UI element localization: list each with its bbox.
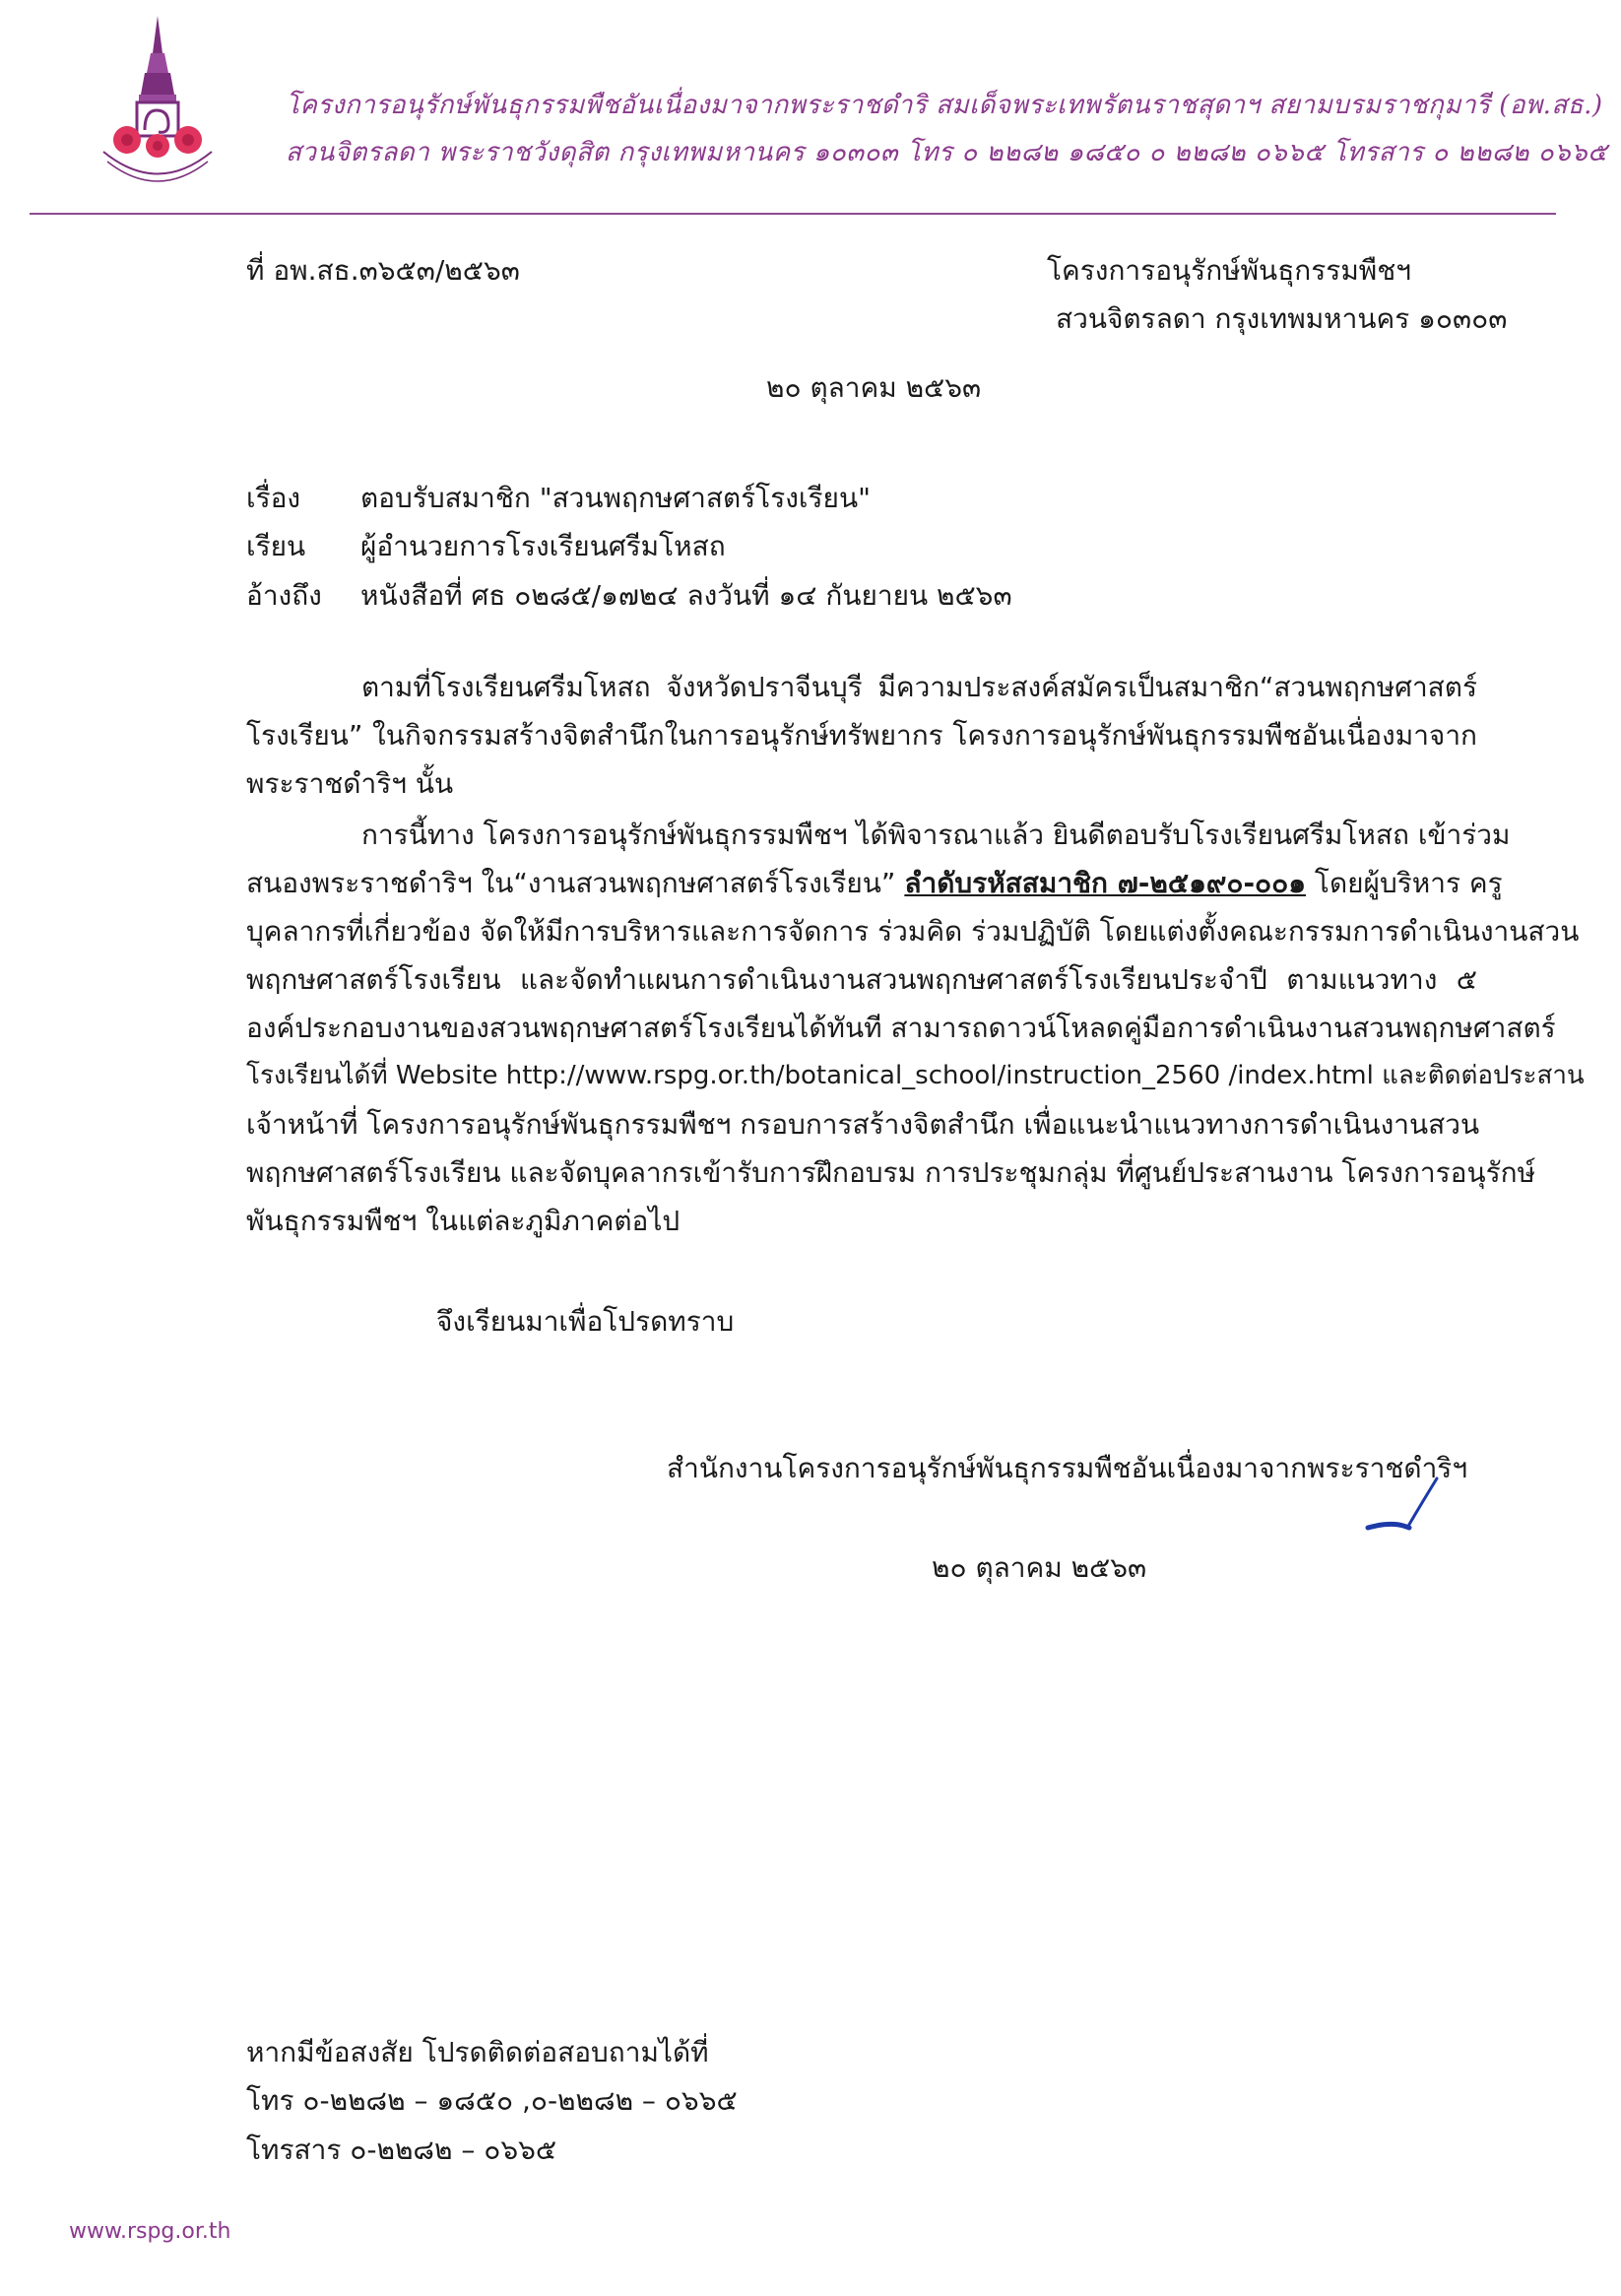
recipient-label: เรียน	[246, 530, 306, 562]
paragraph-line: พฤกษศาสตร์โรงเรียน และจัดบุคลากรเข้ารับการฝึกอบรม การประชุมกลุ่ม ที่ศูนย์ประสานงาน โครงการอนุรักษ์	[246, 1156, 1536, 1189]
paragraph-segment: สนองพระราชดำริฯ ใน“งานสวนพฤกษศาสตร์โรงเรียน”	[246, 867, 905, 899]
signature	[1364, 1471, 1443, 1540]
paragraph-line: เจ้าหน้าที่ โครงการอนุรักษ์พันธุกรรมพืชฯ กรอบการสร้างจิตสำนึก เพื่อแนะนำแนวทางการดำเนินงานสวน	[246, 1108, 1480, 1141]
paragraph-line: พฤกษศาสตร์โรงเรียน และจัดทำแผนการดำเนินงานสวนพฤกษศาสตร์โรงเรียนประจำปี ตามแนวทาง ๕	[246, 963, 1477, 996]
signatory-office: สำนักงานโครงการอนุรักษ์พันธุกรรมพืชอันเนื่องมาจากพระราชดำริฯ	[667, 1452, 1468, 1484]
paragraph-line: การนี้ทาง โครงการอนุรักษ์พันธุกรรมพืชฯ ได้พิจารณาแล้ว ยินดีตอบรับโรงเรียนศรีมโหสถ เข้าร่วม	[361, 819, 1511, 851]
letterhead-divider	[30, 213, 1556, 215]
paragraph-line-website: โรงเรียนได้ที่ Website http://www.rspg.or.th/botanical_school/instruction_2560 /index.html และติดต่อประสาน	[246, 1061, 1585, 1090]
paragraph-line: องค์ประกอบงานของสวนพฤกษศาสตร์โรงเรียนได้ทันที สามารถดาวน์โหลดคู่มือการดำเนินงานสวนพฤกษศาสตร์	[246, 1012, 1556, 1044]
letterhead-line-2: สวนจิตรลดา พระราชวังดุสิต กรุงเทพมหานคร ๑๐๓๐๓ โทร ๐ ๒๒๘๒ ๑๘๕๐ ๐ ๒๒๘๒ ๐๖๖๕ โทรสาร ๐ ๒๒๘๒ ๐๖๖๕	[286, 138, 1608, 167]
crest-icon	[94, 14, 222, 183]
paragraph-line: พันธุกรรมพืชฯ ในแต่ละภูมิภาคต่อไป	[246, 1205, 681, 1237]
membership-code: ลำดับรหัสสมาชิก ๗-๒๕๑๙๐-๐๐๑	[904, 867, 1307, 899]
subject-text: ตอบรับสมาชิก "สวนพฤกษศาสตร์โรงเรียน"	[360, 482, 871, 514]
contact-fax: โทรสาร ๐-๒๒๘๒ – ๐๖๖๕	[246, 2133, 557, 2166]
rspg-logo	[94, 14, 222, 183]
reference-label: อ้างถึง	[246, 579, 322, 612]
sender-address: สวนจิตรลดา กรุงเทพมหานคร ๑๐๓๐๓	[1056, 302, 1508, 335]
contact-phone: โทร ๐-๒๒๘๒ – ๑๘๕๐ ,๐-๒๒๘๒ – ๐๖๖๕	[246, 2084, 738, 2117]
signature-date: ๒๐ ตุลาคม ๒๕๖๓	[932, 1551, 1147, 1584]
letterhead-line-1: โครงการอนุรักษ์พันธุกรรมพืชอันเนื่องมาจากพระราชดำริ สมเด็จพระเทพรัตนราชสุดาฯ สยามบรมราชกุมารี (อพ.สธ.)	[286, 91, 1603, 120]
paragraph-line: พระราชดำริฯ นั้น	[246, 767, 454, 800]
paragraph-line: ตามที่โรงเรียนศรีมโหสถ จังหวัดปราจีนบุรี มีความประสงค์สมัครเป็นสมาชิก“สวนพฤกษศาสตร์	[361, 671, 1477, 703]
reference-number: ที่ อพ.สธ.๓๖๕๓/๒๕๖๓	[246, 254, 520, 287]
reference-text: หนังสือที่ ศธ ๐๒๘๕/๑๗๒๔ ลงวันที่ ๑๔ กันยายน ๒๕๖๓	[360, 579, 1012, 612]
paragraph-line: โรงเรียน” ในกิจกรรมสร้างจิตสำนึกในการอนุรักษ์ทรัพยากร โครงการอนุรักษ์พันธุกรรมพืชอันเนื่องมาจาก	[246, 719, 1477, 752]
recipient-text: ผู้อำนวยการโรงเรียนศรีมโหสถ	[360, 530, 726, 562]
paragraph-line: บุคลากรที่เกี่ยวข้อง จัดให้มีการบริหารและการจัดการ ร่วมคิด ร่วมปฏิบัติ โดยแต่งตั้งคณะกรรมการดำเนินงานสวน	[246, 915, 1580, 948]
footer-website: www.rspg.or.th	[69, 2219, 231, 2244]
signature-mark-icon	[1364, 1471, 1443, 1540]
paragraph-segment: โดยผู้บริหาร ครู	[1306, 867, 1503, 899]
contact-intro: หากมีข้อสงสัย โปรดติดต่อสอบถามได้ที่	[246, 2036, 709, 2068]
paragraph-line-membership	[246, 859, 1503, 907]
body-paragraph-2	[246, 811, 1585, 1254]
subject-label: เรื่อง	[246, 482, 301, 514]
closing-line: จึงเรียนมาเพื่อโปรดทราบ	[436, 1305, 735, 1338]
sender-name: โครงการอนุรักษ์พันธุกรรมพืชฯ	[1047, 254, 1411, 287]
body-paragraph-1	[246, 663, 1477, 811]
letter-date: ๒๐ ตุลาคม ๒๕๖๓	[766, 371, 982, 404]
